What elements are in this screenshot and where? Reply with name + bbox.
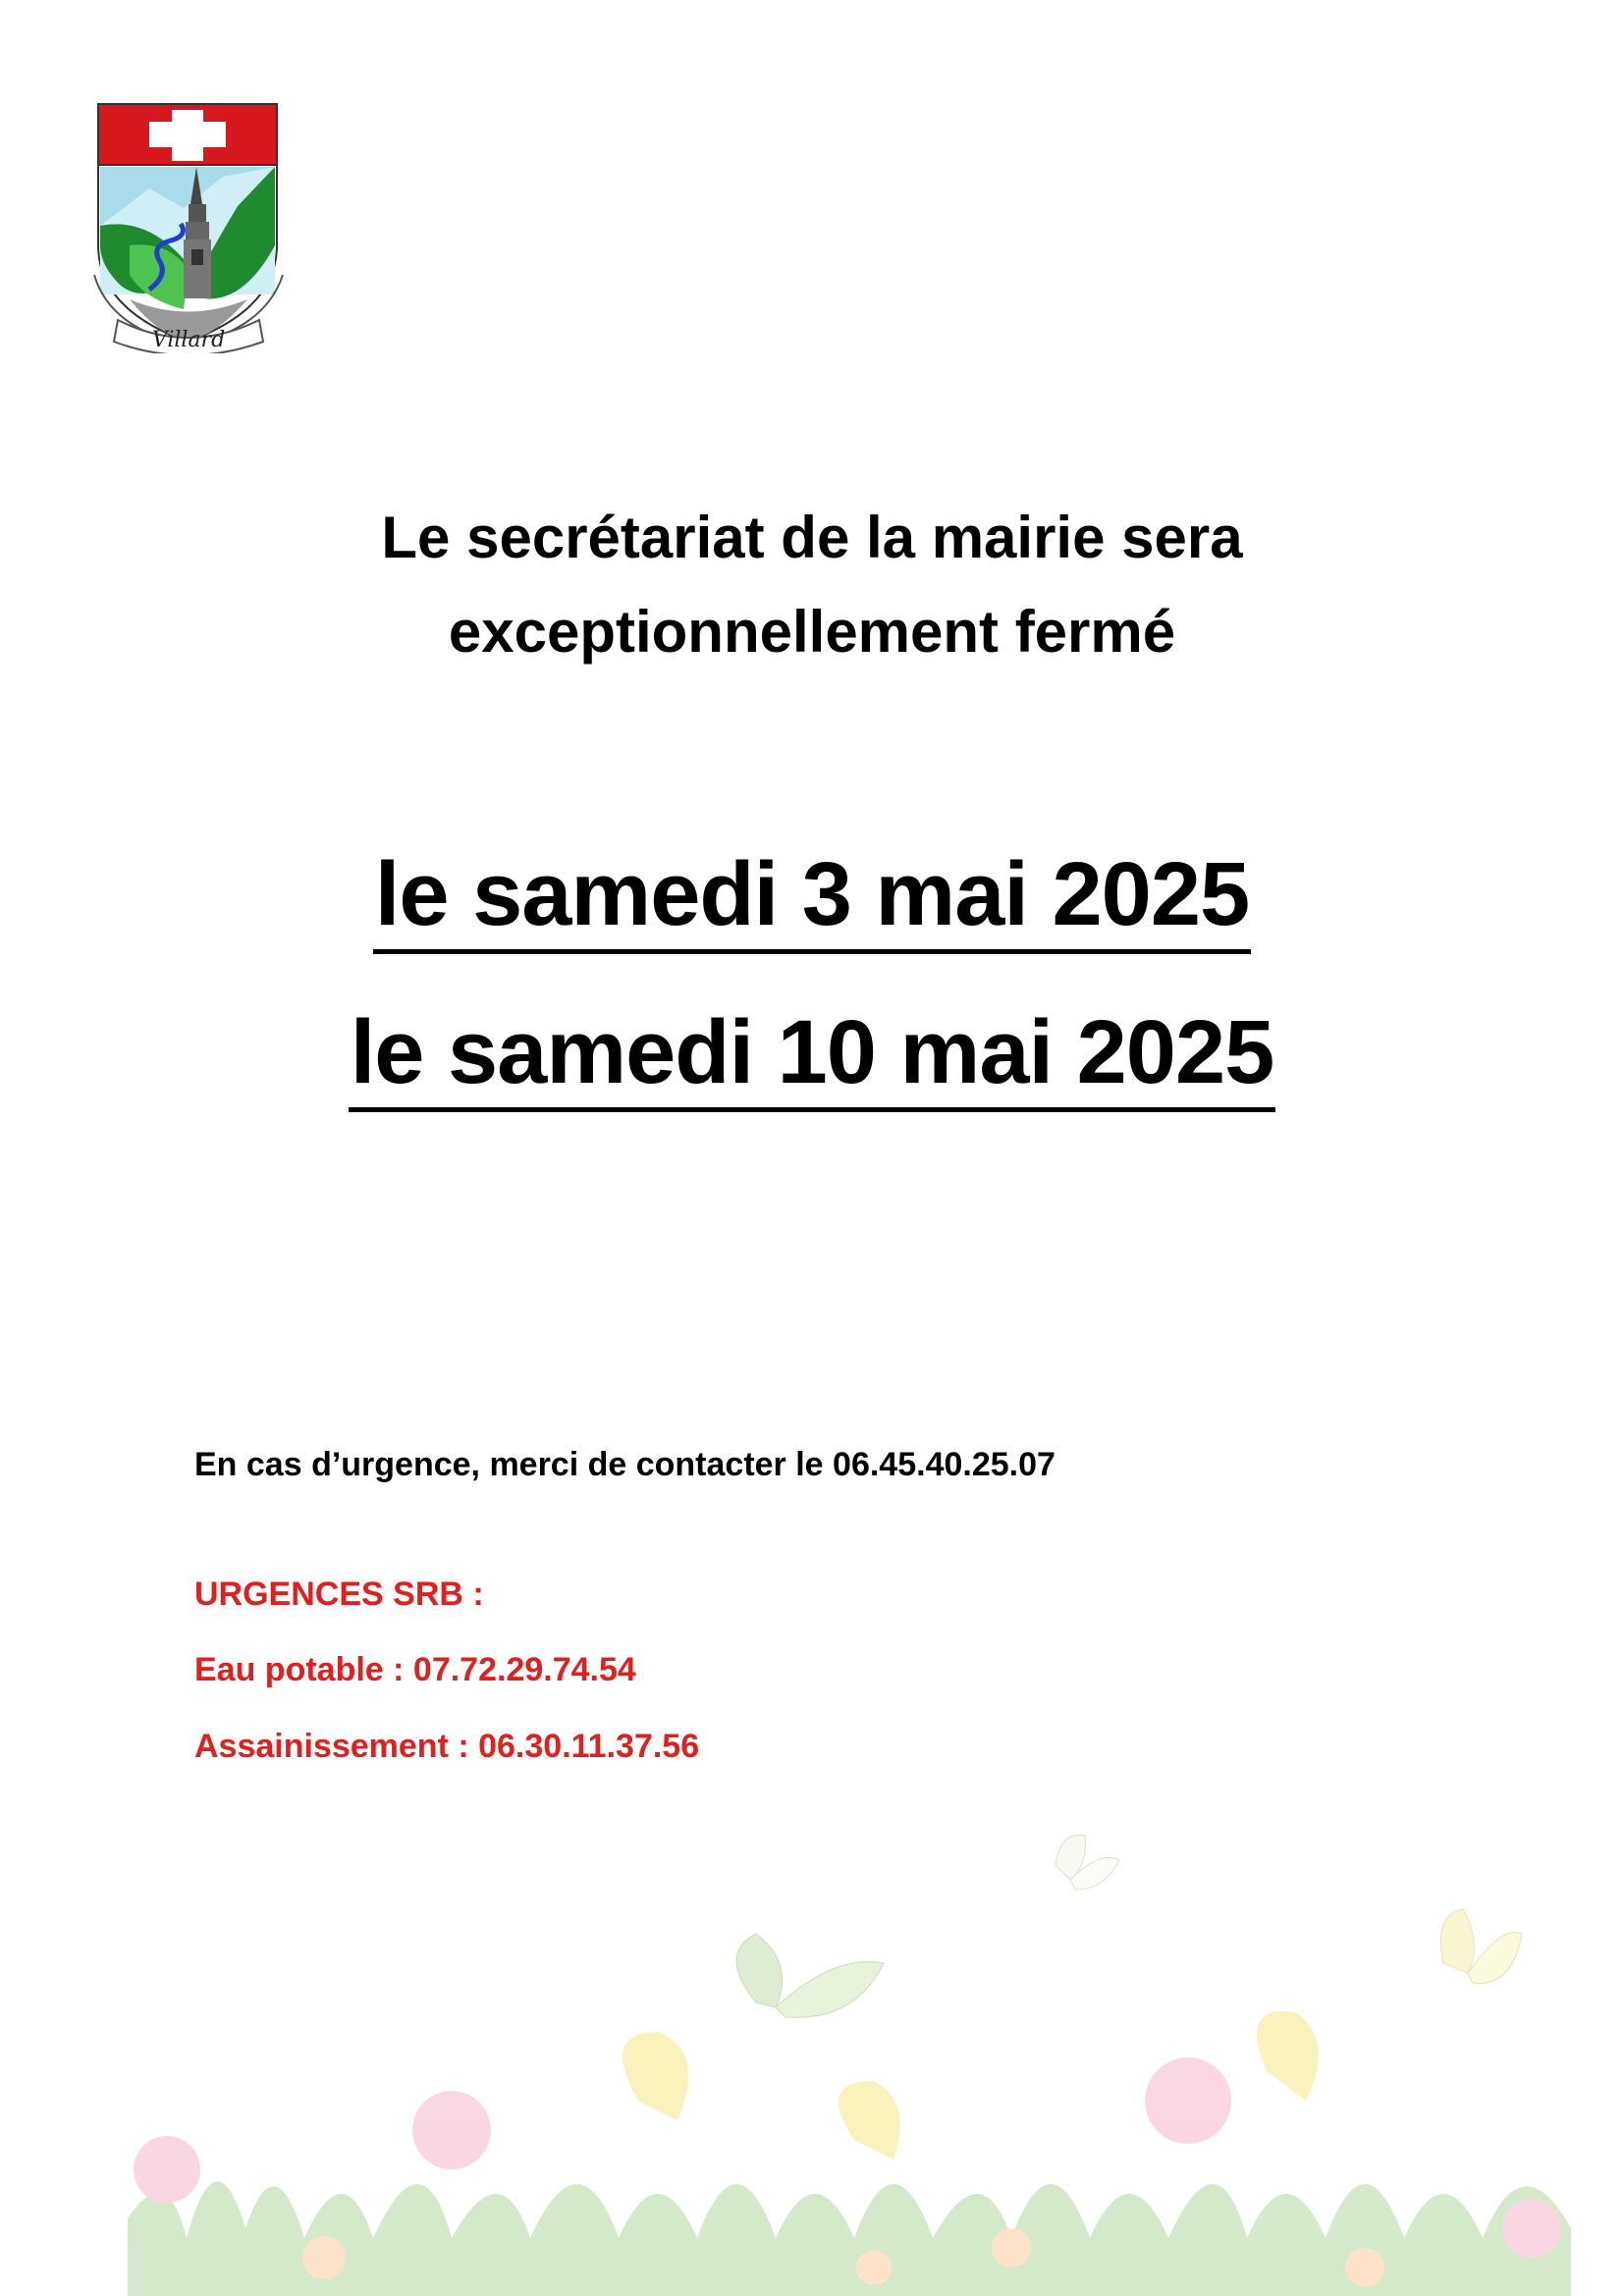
urgences-assainissement: Assainissement : 06.30.11.37.56 — [194, 1728, 700, 1765]
villard-crest-logo — [90, 98, 287, 353]
butterfly-icon — [736, 1934, 884, 2017]
closure-date-2: le samedi 10 mai 2025 — [349, 997, 1276, 1112]
butterfly-icon — [1056, 1835, 1119, 1890]
closure-date-1: le samedi 3 mai 2025 — [373, 839, 1251, 954]
flowers-butterflies-decoration — [128, 1806, 1571, 2296]
closure-dates — [0, 839, 1624, 1155]
urgences-title: URGENCES SRB : — [194, 1575, 484, 1613]
notice-line-1: Le secrétariat de la mairie sera — [381, 505, 1243, 570]
urgences-eau-potable: Eau potable : 07.72.29.74.54 — [194, 1651, 636, 1688]
crest-motto: Villard — [151, 328, 226, 352]
emergency-contact: En cas d’urgence, merci de contacter le 06.45.40.25.07 — [194, 1446, 1056, 1483]
closure-notice — [0, 491, 1624, 679]
notice-line-2: exceptionnellement fermé — [448, 599, 1176, 665]
butterfly-icon — [1441, 1909, 1523, 1983]
